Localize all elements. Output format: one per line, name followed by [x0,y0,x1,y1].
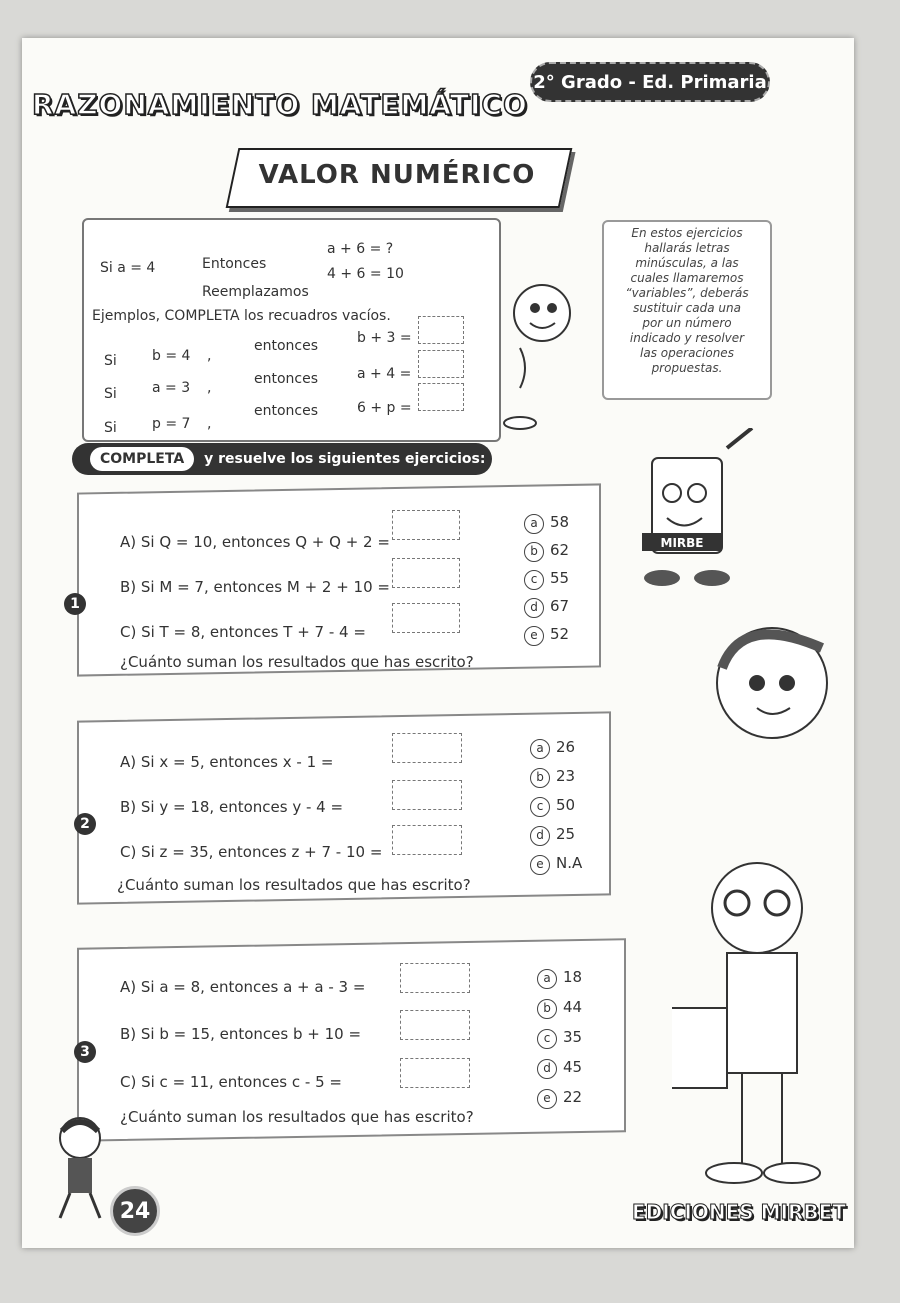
answer-box[interactable] [392,510,460,540]
info-line: por un número [642,316,732,330]
info-line: “variables”, deberás [625,286,749,300]
exercise-item: C) Si z = 35, entonces z + 7 - 10 = [120,843,383,861]
option-value: 25 [556,825,576,843]
option-letter: b [530,768,550,788]
option[interactable] [524,569,569,590]
row-expr: b + 3 = [357,330,412,346]
row-cond: b = 4 [152,348,191,364]
topic-title: VALOR NUMÉRICO [258,160,536,190]
answer-box[interactable] [418,383,464,411]
answer-box[interactable] [418,316,464,344]
answer-box[interactable] [400,1010,470,1040]
answer-box[interactable] [392,603,460,633]
boy-thumbs-up-icon [40,1113,120,1223]
info-line: hallarás letras [644,241,730,255]
page-number: 24 [110,1186,160,1236]
info-line: sustituir cada una [633,301,741,315]
info-line: propuestas. [651,361,723,375]
row-sep: , [207,348,212,364]
option-letter: e [524,626,544,646]
complete-pill: COMPLETA [90,447,194,471]
option-letter: d [524,598,544,618]
option-value: 58 [550,513,570,531]
instruction-text: y resuelve los siguientes ejercicios: [204,451,486,467]
option[interactable] [530,738,575,759]
example-result: 4 + 6 = 10 [327,266,404,282]
publisher-brand: EDICIONES MIRBET [632,1200,846,1224]
option[interactable] [530,854,582,875]
option-value: 55 [550,569,570,587]
info-box [602,220,772,400]
answer-box[interactable] [400,1058,470,1088]
option[interactable] [537,1058,582,1079]
mascot-book-icon [622,428,762,598]
cartoon-character-icon [500,278,580,438]
option-value: 52 [550,625,570,643]
exercise-item: B) Si b = 15, entonces b + 10 = [120,1025,362,1043]
option[interactable] [537,1088,582,1109]
info-line: En estos ejercicios [631,226,743,240]
option-value: 45 [563,1058,583,1076]
option-letter: c [530,797,550,817]
option-letter: e [537,1089,557,1109]
example-si: Si a = 4 [100,260,156,276]
exercise-number: 3 [74,1041,96,1063]
option-letter: a [537,969,557,989]
exercise-question: ¿Cuánto suman los resultados que has escrito? [120,653,474,671]
option-letter: c [524,570,544,590]
answer-box[interactable] [418,350,464,378]
example-instruction: Ejemplos, COMPLETA los recuadros vacíos. [92,308,391,324]
option-value: 44 [563,998,583,1016]
info-line: indicado y resolver [629,331,745,345]
option[interactable] [524,541,569,562]
option-value: 23 [556,767,576,785]
row-entonces: entonces [254,338,319,354]
exercise-item: A) Si a = 8, entonces a + a - 3 = [120,978,366,996]
answer-box[interactable] [392,558,460,588]
exercise-item: A) Si x = 5, entonces x - 1 = [120,753,334,771]
header-title: RAZONAMIENTO MATEMÁTICO [32,88,528,121]
answer-box[interactable] [400,963,470,993]
answer-box[interactable] [392,825,462,855]
row-si: Si [104,420,117,436]
row-expr: 6 + p = [357,400,412,416]
row-cond: a = 3 [152,380,191,396]
option[interactable] [524,625,569,646]
exercise-item: B) Si M = 7, entonces M + 2 + 10 = [120,578,390,596]
worksheet-page [22,38,854,1248]
option[interactable] [530,767,575,788]
option-letter: b [537,999,557,1019]
row-entonces: entonces [254,403,319,419]
answer-box[interactable] [392,733,462,763]
option-value: 22 [563,1088,583,1106]
option[interactable] [537,998,582,1019]
exercise-number: 2 [74,813,96,835]
exercise-item: C) Si c = 11, entonces c - 5 = [120,1073,342,1091]
exercise-item: B) Si y = 18, entonces y - 4 = [120,798,344,816]
option[interactable] [530,825,575,846]
option-letter: d [537,1059,557,1079]
row-si: Si [104,353,117,369]
info-line: las operaciones [640,346,734,360]
row-expr: a + 4 = [357,366,412,382]
option[interactable] [524,513,569,534]
option-letter: d [530,826,550,846]
exercise-item: A) Si Q = 10, entonces Q + Q + 2 = [120,533,390,551]
row-entonces: entonces [254,371,319,387]
answer-box[interactable] [392,780,462,810]
option-letter: b [524,542,544,562]
option[interactable] [524,597,569,618]
example-entonces: Entonces [202,256,267,272]
instruction-bar [72,443,492,475]
option-value: 18 [563,968,583,986]
exercise-number: 1 [64,593,86,615]
exercise-question: ¿Cuánto suman los resultados que has escrito? [120,1108,474,1126]
kids-illustration-icon [672,608,847,1208]
row-sep: , [207,380,212,396]
option-value: 26 [556,738,576,756]
exercise-question: ¿Cuánto suman los resultados que has escrito? [117,876,471,894]
option-value: 62 [550,541,570,559]
option-letter: e [530,855,550,875]
option-letter: a [524,514,544,534]
option-value: N.A [556,854,583,872]
option[interactable] [537,968,582,989]
row-sep: , [207,416,212,432]
example-expr: a + 6 = ? [327,241,394,257]
row-si: Si [104,386,117,402]
example-reemplazamos: Reemplazamos [202,284,309,300]
option[interactable] [530,796,575,817]
row-cond: p = 7 [152,416,191,432]
mascot-label: MIRBE [660,536,704,550]
info-line: cuales llamaremos [630,271,744,285]
grade-badge: 2° Grado - Ed. Primaria [530,62,770,102]
option[interactable] [537,1028,582,1049]
exercise-item: C) Si T = 8, entonces T + 7 - 4 = [120,623,366,641]
option-letter: c [537,1029,557,1049]
option-value: 67 [550,597,570,615]
option-value: 35 [563,1028,583,1046]
option-value: 50 [556,796,576,814]
info-line: minúsculas, a las [635,256,739,270]
option-letter: a [530,739,550,759]
